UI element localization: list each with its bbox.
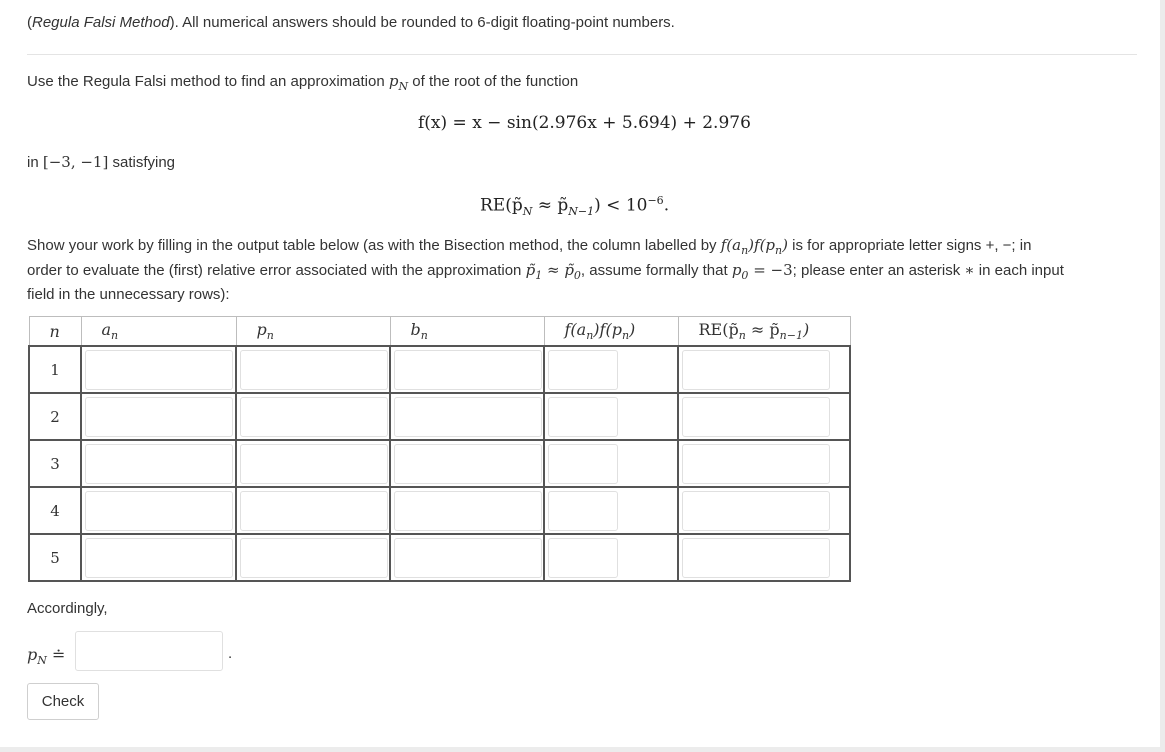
table-cell	[544, 487, 678, 534]
table-cell	[81, 393, 236, 440]
re-input[interactable]	[682, 350, 830, 390]
row-index: 2	[29, 393, 81, 440]
table-cell	[544, 440, 678, 487]
table-cell	[81, 534, 236, 581]
header-rest: ). All numerical answers should be rounded to 6-digit floating-point numbers.	[169, 14, 675, 31]
function-equation: f(x) = x − sin(2.976x + 5.694) + 2.976	[418, 113, 751, 133]
table-cell	[390, 487, 544, 534]
col-header-an: $a_n$	[81, 317, 236, 347]
an-input[interactable]	[85, 350, 233, 390]
table-cell	[678, 440, 850, 487]
pn-input[interactable]	[240, 491, 388, 531]
table-cell	[390, 534, 544, 581]
re-input[interactable]	[682, 491, 830, 531]
an-input[interactable]	[85, 538, 233, 578]
an-input[interactable]	[85, 444, 233, 484]
table-cell	[236, 487, 390, 534]
table-cell	[390, 393, 544, 440]
pn-answer-input[interactable]	[75, 631, 223, 671]
table-row	[29, 440, 850, 487]
col-header-bn: $b_n$	[390, 317, 544, 347]
table-row	[29, 346, 850, 393]
answer-period: .	[228, 645, 233, 662]
intro-text: Use the Regula Falsi method to find an approximation $p_N$ of the root of the function	[27, 72, 579, 93]
table-cell	[81, 346, 236, 393]
pn-symbol: $p_N$	[388, 72, 409, 93]
col-header-re: $RE(p̃_n$ ≈ $p̃_{n-1}$)	[678, 317, 850, 347]
table-cell	[81, 440, 236, 487]
interval-value: [−3, −1]	[42, 153, 109, 171]
table-cell	[390, 346, 544, 393]
answer-label: $p_N$ ≐	[27, 645, 66, 668]
instructions-line-3: field in the unnecessary rows):	[27, 286, 230, 303]
re-input[interactable]	[682, 538, 830, 578]
divider	[27, 54, 1137, 55]
table-cell	[236, 346, 390, 393]
bn-input[interactable]	[394, 491, 542, 531]
col-header-pn: $p_n$	[236, 317, 390, 347]
an-input[interactable]	[85, 491, 233, 531]
sign-input[interactable]	[548, 444, 618, 484]
table-cell	[544, 346, 678, 393]
work-table	[28, 316, 851, 582]
pn-input[interactable]	[240, 538, 388, 578]
sign-input[interactable]	[548, 397, 618, 437]
table-cell	[678, 346, 850, 393]
instructions-line-1: Show your work by filling in the output table below (as with the Bisection method, the column labelled by $f(a_n)f(p_n)$ is for appropriate letter signs +, −; in	[27, 236, 1032, 257]
sign-input[interactable]	[548, 538, 618, 578]
table-cell	[544, 393, 678, 440]
row-index: 1	[29, 346, 81, 393]
table-row	[29, 393, 850, 440]
table-cell	[236, 393, 390, 440]
table-cell	[236, 534, 390, 581]
pn-input[interactable]	[240, 350, 388, 390]
table-cell	[678, 487, 850, 534]
table-row	[29, 487, 850, 534]
table-cell	[678, 534, 850, 581]
re-input[interactable]	[682, 444, 830, 484]
sign-input[interactable]	[548, 350, 618, 390]
row-index: 3	[29, 440, 81, 487]
accordingly-text: Accordingly,	[27, 600, 108, 617]
stopping-criterion: $RE(p̃_N$ ≈ $p̃_{N-1}) < 10^{-6}$.	[480, 194, 670, 219]
check-button[interactable]: Check	[27, 683, 99, 720]
table-cell	[390, 440, 544, 487]
question-header: (Regula Falsi Method). All numerical answers should be rounded to 6-digit floating-point numbers.	[27, 14, 675, 31]
an-input[interactable]	[85, 397, 233, 437]
col-header-n: n	[29, 317, 81, 347]
table-row	[29, 534, 850, 581]
table-cell	[236, 440, 390, 487]
re-input[interactable]	[682, 397, 830, 437]
bn-input[interactable]	[394, 397, 542, 437]
table-header-row	[29, 317, 850, 347]
table-cell	[544, 534, 678, 581]
table-cell	[81, 487, 236, 534]
method-name: Regula Falsi Method	[32, 14, 170, 31]
bn-input[interactable]	[394, 444, 542, 484]
row-index: 5	[29, 534, 81, 581]
bn-input[interactable]	[394, 350, 542, 390]
pn-input[interactable]	[240, 397, 388, 437]
table-cell	[678, 393, 850, 440]
col-header-sign: $f(a_n)f(p_n)$	[544, 317, 678, 347]
row-index: 4	[29, 487, 81, 534]
sign-input[interactable]	[548, 491, 618, 531]
interval-text: in [−3, −1] satisfying	[27, 153, 176, 171]
pn-input[interactable]	[240, 444, 388, 484]
bn-input[interactable]	[394, 538, 542, 578]
instructions-line-2: order to evaluate the (first) relative error associated with the approximation $p̃_1$ ≈ $p̃_0$, assume formally that $p_0 = -3$; please enter an asterisk ∗ in each input	[27, 261, 1064, 282]
